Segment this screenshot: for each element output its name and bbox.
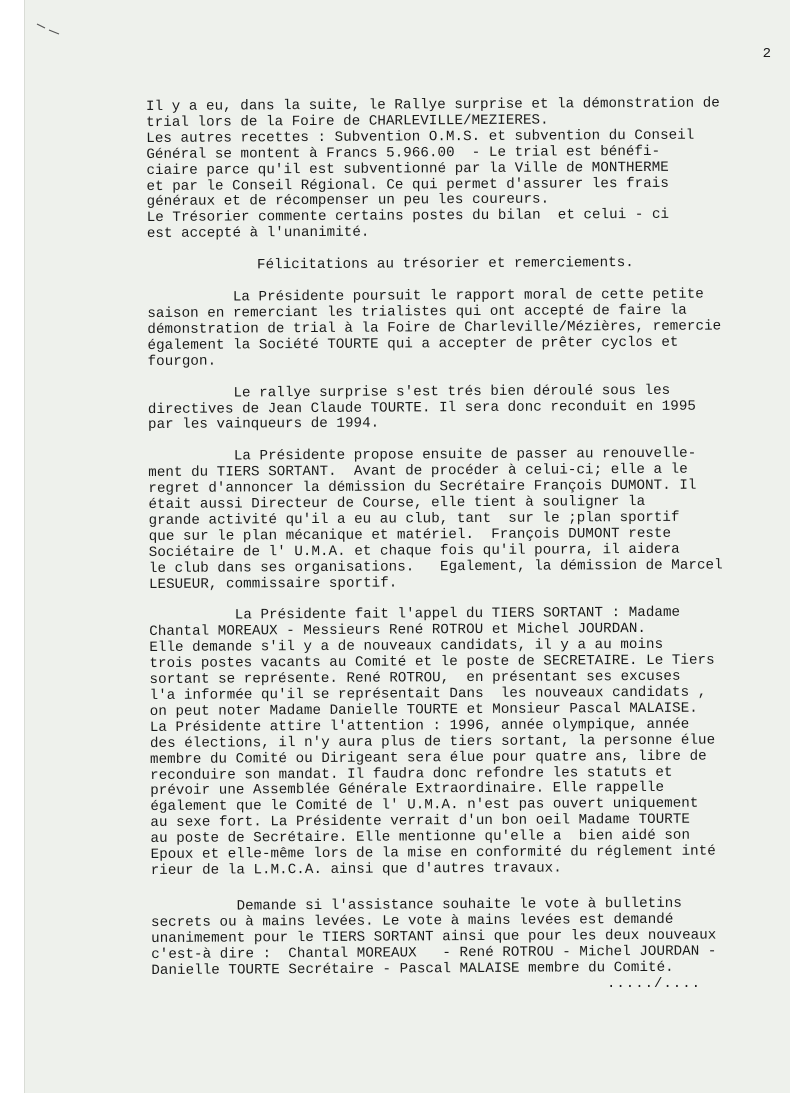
paragraph [146, 96, 790, 243]
text-line: Demande si l'assistance souhaite le vote à bulletins [150, 895, 682, 915]
text-line: reconduire son mandat. Il faudra donc refondre les statuts et [150, 764, 673, 784]
text-line: au sexe fort. La Présidente verrait d'un bon oeil Madame TOURTE [150, 811, 690, 832]
text-line: prévoir une Assemblée Générale Extraordinaire. Elle rappelle [150, 780, 665, 800]
text-line: par les vainqueurs de 1994. [147, 415, 380, 434]
text-line: ciaire parce qu'il est subventionné par la Ville de MONTHERME [146, 159, 669, 179]
text-line: que sur le plan mécanique et matériel. François DUMONT reste [148, 525, 672, 545]
text-line: est accepté à l'unanimité. [146, 224, 370, 243]
text-line: des élections, il n'y aura plus de tiers sortant, la personne élue [149, 732, 716, 752]
page-number: 2 [762, 46, 771, 62]
scan-corner-mark [35, 20, 69, 36]
text-line: La Présidente poursuit le rapport moral de cette petite [147, 286, 704, 307]
text-line: La Présidente propose ensuite de passer au renouvelle- [148, 445, 697, 466]
text-line: Chantal MOREAUX - Messieurs René ROTROU et Michel JOURDAN. [149, 621, 647, 641]
paragraph [147, 287, 790, 371]
text-line: rieur de la L.M.C.A. ainsi que d'autres travaux. [150, 860, 562, 879]
text-line: secrets ou à mains levées. Le vote à mains levées est demandé [150, 911, 674, 931]
continuation-marker: ...../.... [607, 976, 702, 992]
text-line: on peut noter Madame Danielle TOURTE et Monsieur Pascal MALAISE. [149, 700, 698, 720]
text-line: saison en remerciant les trialistes qui ont accepté de faire la [147, 302, 687, 322]
text-line: ment du TIERS SORTANT. Avant de procéder à celui-ci; elle a le [148, 461, 688, 482]
text-line: démonstration de trial à la Foire de Charleville/Mézières, remercie [147, 318, 722, 338]
text-line: également que le Comité de l' U.M.A. n'est pas ouvert uniquement [150, 795, 699, 816]
text-line: trial lors de la Foire de CHARLEVILLE/MEZIERES. [146, 112, 549, 131]
paragraph [149, 605, 790, 879]
text-line: Sociétaire de l' U.M.A. et chaque fois qu'il pourra, il aidera [148, 541, 680, 561]
text-line: Il y a eu, dans la suite, le Rallye surprise et la démonstration de [145, 95, 720, 115]
text-line: grande activité qu'il a eu au club, tant sur le ;plan sportif [148, 509, 680, 529]
text-line: sortant se représente. René ROTROU, en présentant ses excuses [149, 668, 681, 689]
text-line: Le rallye surprise s'est trés bien déroulé sous les [147, 382, 671, 402]
paragraph [148, 383, 790, 435]
text-line: Danielle TOURTE Secrétaire - Pascal MALAISE membre du Comité. [151, 959, 674, 979]
document-page [24, 0, 790, 1093]
text-line: Félicitations au trésorier et remerciements. [256, 255, 634, 274]
text-line: membre du Comité ou Dirigeant sera élue pour quatre ans, libre de [149, 748, 707, 768]
text-line: Elle demande s'il y a de nouveaux candidats, il y a au moins [149, 637, 664, 657]
text-line: La Présidente fait l'appel du TIERS SORTANT : Madame [149, 605, 681, 625]
text-line: Les autres recettes : Subvention O.M.S. et subvention du Conseil [146, 127, 695, 147]
text-line: généraux et de récompenser un peu les coureurs. [146, 191, 550, 211]
text-line: La Présidente attire l'attention : 1996, année olympique, année [149, 716, 690, 736]
text-line: c'est-à dire : Chantal MOREAUX - René ROTROU - Michel JOURDAN - [151, 943, 717, 963]
text-line: l'a informée qu'il se représentait Dans les nouveaux candidats , [149, 684, 707, 704]
text-line: le club dans ses organisations. Egalement, la démission de Marcel [148, 557, 723, 577]
document-body [146, 96, 790, 979]
text-line: LESUEUR, commissaire sportif. [148, 575, 398, 593]
text-line: regret d'annoncer la démission du Secrétaire François DUMONT. Il [148, 477, 697, 498]
text-line: Le Trésorier commente certains postes du bilan et celui - ci [146, 207, 670, 227]
text-line: trois postes vacants au Comité et le poste de SECRETAIRE. Le Tiers [149, 652, 715, 673]
paragraph [148, 446, 790, 593]
paragraph [151, 896, 790, 980]
text-line: et par le Conseil Régional. Ce qui permet d'assurer les frais [146, 175, 669, 195]
text-line: fourgon. [147, 353, 217, 370]
text-line: était aussi Directeur de Course, elle tient à souligner la [148, 493, 646, 514]
text-line: directives de Jean Claude TOURTE. Il sera donc reconduit en 1995 [147, 398, 697, 418]
text-line: également la Société TOURTE qui a accepter de prêter cyclos et [147, 334, 679, 354]
text-line: unanimement pour le TIERS SORTANT ainsi que pour les deux nouveaux [151, 927, 717, 947]
text-line: au poste de Secrétaire. Elle mentionne qu'elle a bien aidé son [150, 827, 691, 848]
text-line: Général se montent à Francs 5.966.00 - Le trial est bénéfi- [146, 143, 661, 163]
text-line: Epoux et elle-même lors de la mise en conformité du réglement inté [150, 843, 716, 864]
